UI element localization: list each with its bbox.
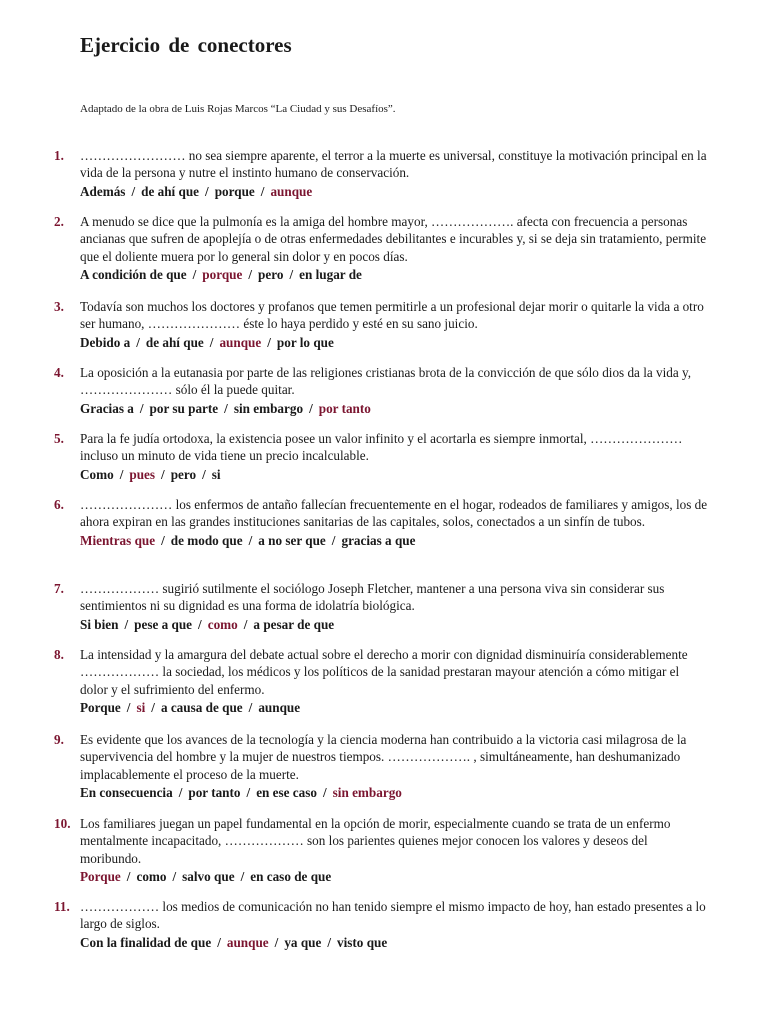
- connector-option: en lugar de: [299, 267, 362, 283]
- connector-option-correct: Porque: [80, 869, 121, 885]
- connector-options: [80, 266, 710, 283]
- connector-option: a causa de que: [160, 700, 243, 716]
- exercise-number: 6.: [54, 497, 64, 512]
- connector-option-correct: aunque: [219, 334, 262, 350]
- exercise-sentence: Los familiares juegan un papel fundamental en la opción de morir, especialmente cuando se trata de un enfermo mentalmente incapacitado, ……………… son los parientes quienes mejor conocen los valores y deseos del moribundo.: [80, 816, 671, 866]
- connector-option: Gracias a: [80, 400, 134, 416]
- option-separator: /: [136, 334, 140, 350]
- exercise-number: 9.: [54, 732, 64, 747]
- connector-options: [80, 466, 710, 483]
- option-separator: /: [248, 267, 253, 283]
- page-title: Ejercicio de conectores: [80, 33, 292, 57]
- option-separator: /: [161, 466, 165, 482]
- connector-option: gracias a que: [341, 532, 416, 548]
- option-separator: /: [224, 400, 228, 416]
- connector-option: aunque: [258, 700, 301, 716]
- connector-options: [80, 532, 710, 549]
- exercise-sentence: ……………… sugirió sutilmente el sociólogo Joseph Fletcher, mantener a una persona viva sin considerar sus sentimientos ni su dignidad es una forma de idolatría biológica.: [80, 581, 665, 614]
- exercise-sentence: Todavía son muchos los doctores y profanos que temen permitirle a un profesional dejar morir o quitarle la vida a otro ser humano, ………………… éste lo haya perdido y esté en su sano juicio.: [80, 299, 704, 332]
- connector-option: si: [211, 466, 221, 482]
- exercise-item: [54, 430, 710, 483]
- connector-option-correct: sin embargo: [332, 785, 402, 801]
- connector-option-correct: pues: [129, 466, 156, 482]
- connector-option: como: [136, 869, 167, 885]
- option-separator: /: [217, 934, 221, 950]
- connector-option-correct: aunque: [226, 934, 269, 950]
- exercise-item: [54, 364, 710, 417]
- connector-option: Debido a: [80, 334, 131, 350]
- option-separator: /: [126, 700, 131, 716]
- option-separator: /: [209, 334, 214, 350]
- connector-option: a pesar de que: [253, 616, 335, 632]
- option-separator: /: [124, 616, 129, 632]
- connector-option: ya que: [284, 934, 322, 950]
- option-separator: /: [260, 183, 265, 199]
- connector-option: por tanto: [188, 785, 241, 801]
- exercise-item: [54, 496, 710, 549]
- connector-option: A condición de que: [80, 267, 187, 283]
- exercise-item: [54, 731, 710, 802]
- exercise-number: 4.: [54, 365, 64, 380]
- option-separator: /: [322, 785, 327, 801]
- option-separator: /: [198, 616, 202, 632]
- option-separator: /: [119, 466, 124, 482]
- option-separator: /: [178, 785, 183, 801]
- option-separator: /: [289, 267, 294, 283]
- connector-option: de ahí que: [141, 183, 200, 199]
- connector-options: [80, 868, 710, 885]
- connector-option: de modo que: [170, 532, 243, 548]
- source-note: Adaptado de la obra de Luis Rojas Marcos “La Ciudad y sus Desafíos”.: [80, 103, 396, 115]
- connector-option: en caso de que: [250, 869, 332, 885]
- connector-option: Porque: [80, 700, 121, 716]
- exercise-sentence: Es evidente que los avances de la tecnología y la ciencia moderna han contribuido a la victoria casi milagrosa de la supervivencia del hombre y la mujer de nuestros tiempos. ………………. , simultáneamente, han deshumanizado implacablemente el proceso de la muerte.: [80, 732, 687, 782]
- connector-option-correct: si: [136, 700, 146, 716]
- connector-option: sin embargo: [233, 400, 304, 416]
- option-separator: /: [139, 400, 144, 416]
- exercise-number: 1.: [54, 148, 64, 163]
- option-separator: /: [248, 700, 253, 716]
- option-separator: /: [331, 532, 336, 548]
- exercise-item: [54, 213, 710, 284]
- exercise-item: [54, 298, 710, 351]
- option-separator: /: [172, 869, 177, 885]
- exercise-item: [54, 580, 710, 633]
- exercise-number: 2.: [54, 214, 64, 229]
- connector-options: [80, 784, 710, 801]
- exercise-number: 10.: [54, 816, 71, 831]
- connector-option: Con la finalidad de que: [80, 934, 212, 950]
- exercise-item: [54, 898, 710, 951]
- connector-option: Además: [80, 183, 126, 199]
- connector-options: [80, 400, 710, 417]
- connector-option: pero: [258, 267, 284, 283]
- connector-option: a no ser que: [258, 532, 326, 548]
- exercise-sentence: La oposición a la eutanasia por parte de las religiones cristianas brota de la convicción de que sólo dios da la vida y, ………………… sólo él la puede quitar.: [80, 365, 692, 398]
- connector-options: [80, 183, 710, 200]
- connector-option-correct: por tanto: [318, 400, 371, 416]
- option-separator: /: [126, 869, 131, 885]
- exercise-number: 3.: [54, 299, 64, 314]
- connector-option: de ahí que: [145, 334, 204, 350]
- option-separator: /: [309, 400, 313, 416]
- option-separator: /: [202, 466, 206, 482]
- exercise-number: 11.: [54, 899, 70, 914]
- exercise-sentence: A menudo se dice que la pulmonía es la amiga del hombre mayor, ………………. afecta con frecuencia a personas ancianas que sufren de apoplejía o de otras enfermedades debilitantes e incurables y, si se deja sin tratamiento, permite que el doliente muera por lo general sin dolor y en pocos días.: [80, 214, 707, 264]
- option-separator: /: [151, 700, 155, 716]
- connector-options: [80, 334, 710, 351]
- option-separator: /: [243, 616, 248, 632]
- connector-option: porque: [214, 183, 255, 199]
- exercise-number: 5.: [54, 431, 64, 446]
- option-separator: /: [192, 267, 197, 283]
- option-separator: /: [161, 532, 165, 548]
- option-separator: /: [240, 869, 245, 885]
- exercise-sentence: …………………… no sea siempre aparente, el terror a la muerte es universal, constituye la motivación principal en la vida de la persona y nutre el instinto humano de conservación.: [80, 148, 707, 181]
- option-separator: /: [267, 334, 271, 350]
- connector-option: visto que: [337, 934, 388, 950]
- connector-option: en ese caso: [256, 785, 317, 801]
- exercise-item: [54, 147, 710, 200]
- option-separator: /: [246, 785, 251, 801]
- exercise-number: 8.: [54, 647, 64, 662]
- connector-option: pese a que: [134, 616, 193, 632]
- exercise-sentence: ……………… los medios de comunicación no han tenido siempre el mismo impacto de hoy, han estado presentes a lo largo de siglos.: [80, 899, 706, 932]
- connector-option: pero: [170, 466, 197, 482]
- exercise-sentence: ………………… los enfermos de antaño fallecían frecuentemente en el hogar, rodeados de familiares y amigos, los de ahora expiran en las grandes instituciones sanitarias de las capitales, solos, conectados a un sinfín de tubos.: [80, 497, 708, 530]
- exercise-item: [54, 646, 710, 717]
- connector-option-correct: Mientras que: [80, 532, 156, 548]
- exercise-number: 7.: [54, 581, 64, 596]
- option-separator: /: [327, 934, 332, 950]
- connector-option-correct: aunque: [270, 183, 313, 199]
- connector-option: Como: [80, 466, 114, 482]
- option-separator: /: [131, 183, 136, 199]
- connector-option: salvo que: [182, 869, 235, 885]
- connector-options: [80, 699, 710, 716]
- connector-option-correct: como: [207, 616, 238, 632]
- connector-options: [80, 616, 710, 633]
- exercise-item: [54, 815, 710, 886]
- connector-option: por su parte: [149, 400, 219, 416]
- connector-option: Si bien: [80, 616, 119, 632]
- option-separator: /: [274, 934, 279, 950]
- option-separator: /: [248, 532, 253, 548]
- exercise-sentence: Para la fe judía ortodoxa, la existencia posee un valor infinito y el acortarla es siempre inmortal, ………………… incluso un minuto de vida tiene un precio incalculable.: [80, 431, 683, 464]
- connector-options: [80, 934, 710, 951]
- option-separator: /: [205, 183, 209, 199]
- connector-option: por lo que: [276, 334, 334, 350]
- connector-option-correct: porque: [202, 267, 243, 283]
- connector-option: En consecuencia: [80, 785, 173, 801]
- exercise-sentence: La intensidad y la amargura del debate actual sobre el derecho a morir con dignidad disminuiría considerablemente ……………… la sociedad, los médicos y los políticos de la sanidad prestaran mayour atención a cómo mitigar el dolor y el sufrimiento del enfermo.: [80, 647, 688, 697]
